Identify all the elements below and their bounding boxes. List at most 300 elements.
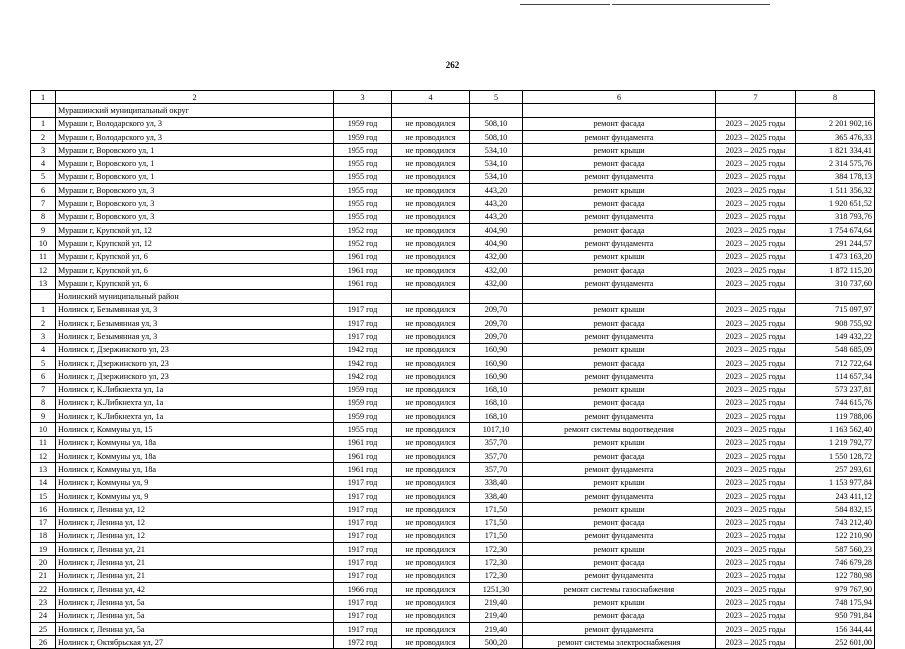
table-cell: не проводился [392,330,470,343]
table-cell: ремонт системы газоснабжения [523,582,716,595]
table-cell: 2023 – 2025 годы [716,157,796,170]
table-cell: 500,20 [470,636,523,649]
table-cell: 149 432,22 [796,330,875,343]
table-cell: 1955 год [334,184,392,197]
table-cell: не проводился [392,343,470,356]
table-cell: 122 210,90 [796,529,875,542]
table-cell: 1917 год [334,556,392,569]
table-cell: 1955 год [334,144,392,157]
table-cell: ремонт крыши [523,250,716,263]
table-cell: не проводился [392,277,470,290]
table-cell: 209,70 [470,303,523,316]
table-cell: 443,20 [470,184,523,197]
table-cell: 9 [31,410,56,423]
table-cell: 2023 – 2025 годы [716,436,796,449]
table-cell: 25 [31,622,56,635]
table-cell: не проводился [392,609,470,622]
table-cell: 2 201 902,16 [796,117,875,130]
table-row [31,383,875,396]
table-cell: не проводился [392,383,470,396]
table-cell: 11 [31,250,56,263]
table-cell: 26 [31,636,56,649]
table-cell: Мураши г, Воровского ул, 1 [56,144,334,157]
table-cell: 219,40 [470,609,523,622]
table-cell: 4 [31,157,56,170]
table-cell: 2023 – 2025 годы [716,170,796,183]
table-cell: Нолинск г, Ленина ул, 5а [56,609,334,622]
table-cell: 252 601,00 [796,636,875,649]
table-cell: не проводился [392,184,470,197]
table-cell: 1917 год [334,330,392,343]
table-cell: не проводился [392,370,470,383]
table-row [31,569,875,582]
table-cell: 1955 год [334,157,392,170]
column-header: 8 [796,91,875,104]
table-cell: не проводился [392,250,470,263]
table-cell: 13 [31,277,56,290]
table-cell: Мураши г, Крупской ул, 6 [56,277,334,290]
table-cell: 172,30 [470,543,523,556]
table-cell: 2023 – 2025 годы [716,343,796,356]
table-cell: Нолинск г, Ленина ул, 12 [56,516,334,529]
table-cell: 2023 – 2025 годы [716,516,796,529]
page-number: 262 [445,60,460,70]
table-row [31,370,875,383]
table-cell: 2023 – 2025 годы [716,529,796,542]
table-cell: 13 [31,463,56,476]
table-row [31,343,875,356]
table-cell: 291 244,57 [796,237,875,250]
table-cell: 357,70 [470,436,523,449]
section-empty-cell [716,290,796,303]
table-row [31,263,875,276]
table-cell: ремонт фундамента [523,237,716,250]
table-cell: 1952 год [334,237,392,250]
table-cell: не проводился [392,130,470,143]
table-cell: 1 920 651,52 [796,197,875,210]
table-cell: 257 293,61 [796,463,875,476]
table-cell: не проводился [392,503,470,516]
table-cell: ремонт крыши [523,543,716,556]
table-cell: Нолинск г, Коммуны ул, 18а [56,450,334,463]
table-cell: 2023 – 2025 годы [716,370,796,383]
table-cell: 219,40 [470,596,523,609]
table-row [31,250,875,263]
table-cell: не проводился [392,489,470,502]
top-rule-right [612,4,770,5]
table-cell: 219,40 [470,622,523,635]
table-cell: 1917 год [334,622,392,635]
table-cell: Мураши г, Крупской ул, 12 [56,237,334,250]
table-cell: 384 178,13 [796,170,875,183]
table-cell: 1961 год [334,436,392,449]
table-cell: 1917 год [334,569,392,582]
table-cell: 443,20 [470,197,523,210]
table-cell: Мураши г, Воровского ул, 3 [56,197,334,210]
table-cell: 2023 – 2025 годы [716,303,796,316]
table-row [31,117,875,130]
table-cell: 1955 год [334,423,392,436]
table-row [31,622,875,635]
table-cell: Мураши г, Володарского ул, 3 [56,117,334,130]
table-cell: 318 793,76 [796,210,875,223]
table-cell: 2023 – 2025 годы [716,556,796,569]
table-cell: ремонт фундамента [523,622,716,635]
table-cell: 950 791,84 [796,609,875,622]
table-cell: 168,10 [470,383,523,396]
table-cell: 1961 год [334,250,392,263]
table-row [31,130,875,143]
table-cell: 1017,10 [470,423,523,436]
table-cell: 1952 год [334,223,392,236]
table-cell: 15 [31,489,56,502]
table-cell: 712 722,64 [796,356,875,369]
table-cell: 3 [31,144,56,157]
table-cell: 3 [31,330,56,343]
table-cell: ремонт фундамента [523,330,716,343]
column-header: 7 [716,91,796,104]
table-cell: Нолинск г, Ленина ул, 21 [56,543,334,556]
table-cell: 6 [31,184,56,197]
table-cell: Нолинск г, Коммуны ул, 18а [56,436,334,449]
table-cell: 172,30 [470,569,523,582]
table-row [31,223,875,236]
table-cell: 743 212,40 [796,516,875,529]
table-cell: 1955 год [334,170,392,183]
table-cell: 6 [31,370,56,383]
table-cell: Мураши г, Володарского ул, 3 [56,130,334,143]
table-cell: ремонт фасада [523,117,716,130]
table-cell: 2 [31,317,56,330]
table-cell: не проводился [392,436,470,449]
table-cell: Мураши г, Крупской ул, 12 [56,223,334,236]
table-cell: 2023 – 2025 годы [716,423,796,436]
table-cell: 2023 – 2025 годы [716,330,796,343]
table-cell: 1917 год [334,489,392,502]
table-cell: Нолинск г, Ленина ул, 12 [56,529,334,542]
table-cell: 2023 – 2025 годы [716,396,796,409]
table-cell: 2023 – 2025 годы [716,622,796,635]
table-cell: 1917 год [334,503,392,516]
table-cell: Нолинск г, Ленина ул, 42 [56,582,334,595]
table-cell: 1 473 163,20 [796,250,875,263]
table-cell: 1 219 792,77 [796,436,875,449]
table-cell: 12 [31,263,56,276]
table-row [31,144,875,157]
table-cell: ремонт фундамента [523,489,716,502]
table-row [31,516,875,529]
top-rule-left [520,4,610,5]
table-cell: 534,10 [470,157,523,170]
table-cell: 2 314 575,76 [796,157,875,170]
table-cell: 1 872 115,20 [796,263,875,276]
table-cell: 2023 – 2025 годы [716,277,796,290]
table-cell: 365 476,33 [796,130,875,143]
table-cell: 2023 – 2025 годы [716,130,796,143]
table-cell: 908 755,92 [796,317,875,330]
table-cell: 10 [31,423,56,436]
table-cell: ремонт фасада [523,516,716,529]
table-cell: 1 163 562,40 [796,423,875,436]
table-cell: ремонт крыши [523,144,716,157]
repair-schedule-table [30,90,875,649]
table-cell: ремонт системы водоотведения [523,423,716,436]
table-cell: 12 [31,450,56,463]
table-row [31,476,875,489]
table-cell: 744 615,76 [796,396,875,409]
column-header: 3 [334,91,392,104]
table-row [31,436,875,449]
table-cell: ремонт крыши [523,503,716,516]
table-cell: не проводился [392,157,470,170]
table-cell: 160,90 [470,356,523,369]
table-cell: 168,10 [470,396,523,409]
column-header: 5 [470,91,523,104]
table-cell: Мураши г, Воровского ул, 1 [56,157,334,170]
table-cell: 2023 – 2025 годы [716,609,796,622]
table-cell: 1961 год [334,277,392,290]
table-cell: 2023 – 2025 годы [716,223,796,236]
table-cell: Нолинск г, Дзержинского ул, 23 [56,343,334,356]
table-cell: 2023 – 2025 годы [716,263,796,276]
table-row [31,356,875,369]
table-cell: 2023 – 2025 годы [716,197,796,210]
table-cell: ремонт фасада [523,263,716,276]
table-cell: 2023 – 2025 годы [716,596,796,609]
table-cell: 404,90 [470,223,523,236]
table-cell: Нолинск г, Ленина ул, 21 [56,569,334,582]
table-cell: 16 [31,503,56,516]
table-cell: не проводился [392,396,470,409]
table-cell: 2023 – 2025 годы [716,636,796,649]
table-cell: 7 [31,383,56,396]
table-cell: 1917 год [334,596,392,609]
table-cell: 2023 – 2025 годы [716,117,796,130]
table-row [31,210,875,223]
section-empty-cell [334,104,392,117]
table-row [31,170,875,183]
table-cell: Мураши г, Крупской ул, 6 [56,250,334,263]
table-row [31,463,875,476]
table-cell: 1251,30 [470,582,523,595]
table-cell: ремонт фасада [523,356,716,369]
table-cell: Нолинск г, Безымянная ул, 3 [56,330,334,343]
table-cell: Нолинск г, Октябрьская ул, 27 [56,636,334,649]
table-cell: 8 [31,396,56,409]
table-cell: 1942 год [334,370,392,383]
table-cell: 2023 – 2025 годы [716,210,796,223]
table-cell: 2023 – 2025 годы [716,569,796,582]
table-cell: 2023 – 2025 годы [716,317,796,330]
table-cell: не проводился [392,596,470,609]
table-cell: 21 [31,569,56,582]
table-cell: 2023 – 2025 годы [716,144,796,157]
table-cell: ремонт фундамента [523,463,716,476]
table-cell: ремонт крыши [523,383,716,396]
table-cell: 2023 – 2025 годы [716,450,796,463]
table-cell: не проводился [392,144,470,157]
table-cell: 2023 – 2025 годы [716,503,796,516]
table-cell: 8 [31,210,56,223]
table-cell: Нолинск г, Ленина ул, 5а [56,622,334,635]
table-cell: 1959 год [334,117,392,130]
table-cell: ремонт фасада [523,396,716,409]
table-cell: не проводился [392,263,470,276]
table-cell: 548 685,09 [796,343,875,356]
table-cell: 9 [31,223,56,236]
table-cell: ремонт фундамента [523,410,716,423]
table-row [31,410,875,423]
table-cell: 1917 год [334,609,392,622]
table-cell: 357,70 [470,463,523,476]
table-cell: 1942 год [334,343,392,356]
table-cell: не проводился [392,223,470,236]
table-row [31,489,875,502]
table-cell: не проводился [392,210,470,223]
table-cell: 746 679,28 [796,556,875,569]
table-cell: ремонт фасада [523,157,716,170]
table-cell: 1961 год [334,263,392,276]
table-cell: 1959 год [334,130,392,143]
header-row [31,91,875,104]
table-row [31,582,875,595]
table-cell: ремонт фундамента [523,130,716,143]
table-cell: 1961 год [334,450,392,463]
table-cell: Нолинск г, К.Либкнехта ул, 1а [56,396,334,409]
table-cell: 2023 – 2025 годы [716,582,796,595]
section-number-cell [31,290,56,303]
table-cell: 432,00 [470,277,523,290]
table-cell: Мураши г, Крупской ул, 6 [56,263,334,276]
section-empty-cell [392,290,470,303]
column-header: 4 [392,91,470,104]
table-cell: не проводился [392,476,470,489]
table-cell: 168,10 [470,410,523,423]
table-cell: ремонт фундамента [523,277,716,290]
table-cell: 357,70 [470,450,523,463]
table-cell: не проводился [392,356,470,369]
table-cell: не проводился [392,529,470,542]
table-cell: 160,90 [470,370,523,383]
table-cell: 5 [31,170,56,183]
table-cell: не проводился [392,423,470,436]
table-row [31,450,875,463]
table-cell: 508,10 [470,117,523,130]
table-cell: 2023 – 2025 годы [716,250,796,263]
table-cell: 404,90 [470,237,523,250]
table-cell: ремонт системы электроснабжения [523,636,716,649]
table-cell: Нолинск г, К.Либкнехта ул, 1а [56,410,334,423]
table-cell: 1917 год [334,476,392,489]
table-cell: 443,20 [470,210,523,223]
table-cell: 338,40 [470,489,523,502]
table-cell: 1972 год [334,636,392,649]
table-cell: 508,10 [470,130,523,143]
table-cell: не проводился [392,622,470,635]
section-title: Мурашинский муниципальный округ [56,104,334,117]
table-cell: 1 153 977,84 [796,476,875,489]
table-cell: ремонт фасада [523,197,716,210]
table-cell: Нолинск г, Дзержинского ул, 23 [56,370,334,383]
table-cell: 2023 – 2025 годы [716,463,796,476]
table-cell: 1 511 356,32 [796,184,875,197]
table-cell: Мураши г, Воровского ул, 1 [56,170,334,183]
table-cell: 310 737,60 [796,277,875,290]
table-cell: 432,00 [470,250,523,263]
table-cell: Нолинск г, Коммуны ул, 9 [56,476,334,489]
table-cell: 2023 – 2025 годы [716,237,796,250]
section-empty-cell [523,104,716,117]
table-cell: ремонт фасада [523,556,716,569]
section-row [31,290,875,303]
table-cell: 14 [31,476,56,489]
table-cell: не проводился [392,636,470,649]
section-row [31,104,875,117]
table-cell: не проводился [392,569,470,582]
table-body [31,91,875,649]
table-cell: 119 788,06 [796,410,875,423]
table-cell: 171,50 [470,516,523,529]
table-cell: ремонт фасада [523,317,716,330]
table-row [31,543,875,556]
table-cell: 160,90 [470,343,523,356]
table-cell: 748 175,94 [796,596,875,609]
table-row [31,396,875,409]
table-cell: 534,10 [470,144,523,157]
table-cell: ремонт крыши [523,596,716,609]
table-row [31,423,875,436]
table-cell: 17 [31,516,56,529]
table-cell: 1961 год [334,463,392,476]
table-cell: 2023 – 2025 годы [716,184,796,197]
table-cell: 2023 – 2025 годы [716,410,796,423]
table-row [31,277,875,290]
table-cell: не проводился [392,516,470,529]
table-cell: не проводился [392,556,470,569]
table-cell: 243 411,12 [796,489,875,502]
table-cell: 172,30 [470,556,523,569]
column-header: 2 [56,91,334,104]
table-cell: 1917 год [334,317,392,330]
table-cell: 1955 год [334,197,392,210]
table-cell: ремонт крыши [523,184,716,197]
section-empty-cell [796,290,875,303]
table-cell: не проводился [392,117,470,130]
table-cell: не проводился [392,543,470,556]
table-cell: 1917 год [334,516,392,529]
table-row [31,596,875,609]
table-cell: ремонт фасада [523,223,716,236]
table-row [31,503,875,516]
table-cell: ремонт крыши [523,343,716,356]
table-row [31,184,875,197]
table-cell: 2 [31,130,56,143]
table-cell: ремонт фасада [523,450,716,463]
table-cell: 1 821 334,41 [796,144,875,157]
table-cell: Нолинск г, Безымянная ул, 3 [56,317,334,330]
table-cell: 1959 год [334,396,392,409]
table-cell: 1917 год [334,529,392,542]
table-cell: 7 [31,197,56,210]
table-cell: Нолинск г, Коммуны ул, 18а [56,463,334,476]
table-cell: 209,70 [470,330,523,343]
table-cell: ремонт крыши [523,476,716,489]
table-cell: 715 097,97 [796,303,875,316]
section-empty-cell [523,290,716,303]
table-row [31,529,875,542]
table-cell: ремонт фундамента [523,529,716,542]
table-cell: 1 754 674,64 [796,223,875,236]
